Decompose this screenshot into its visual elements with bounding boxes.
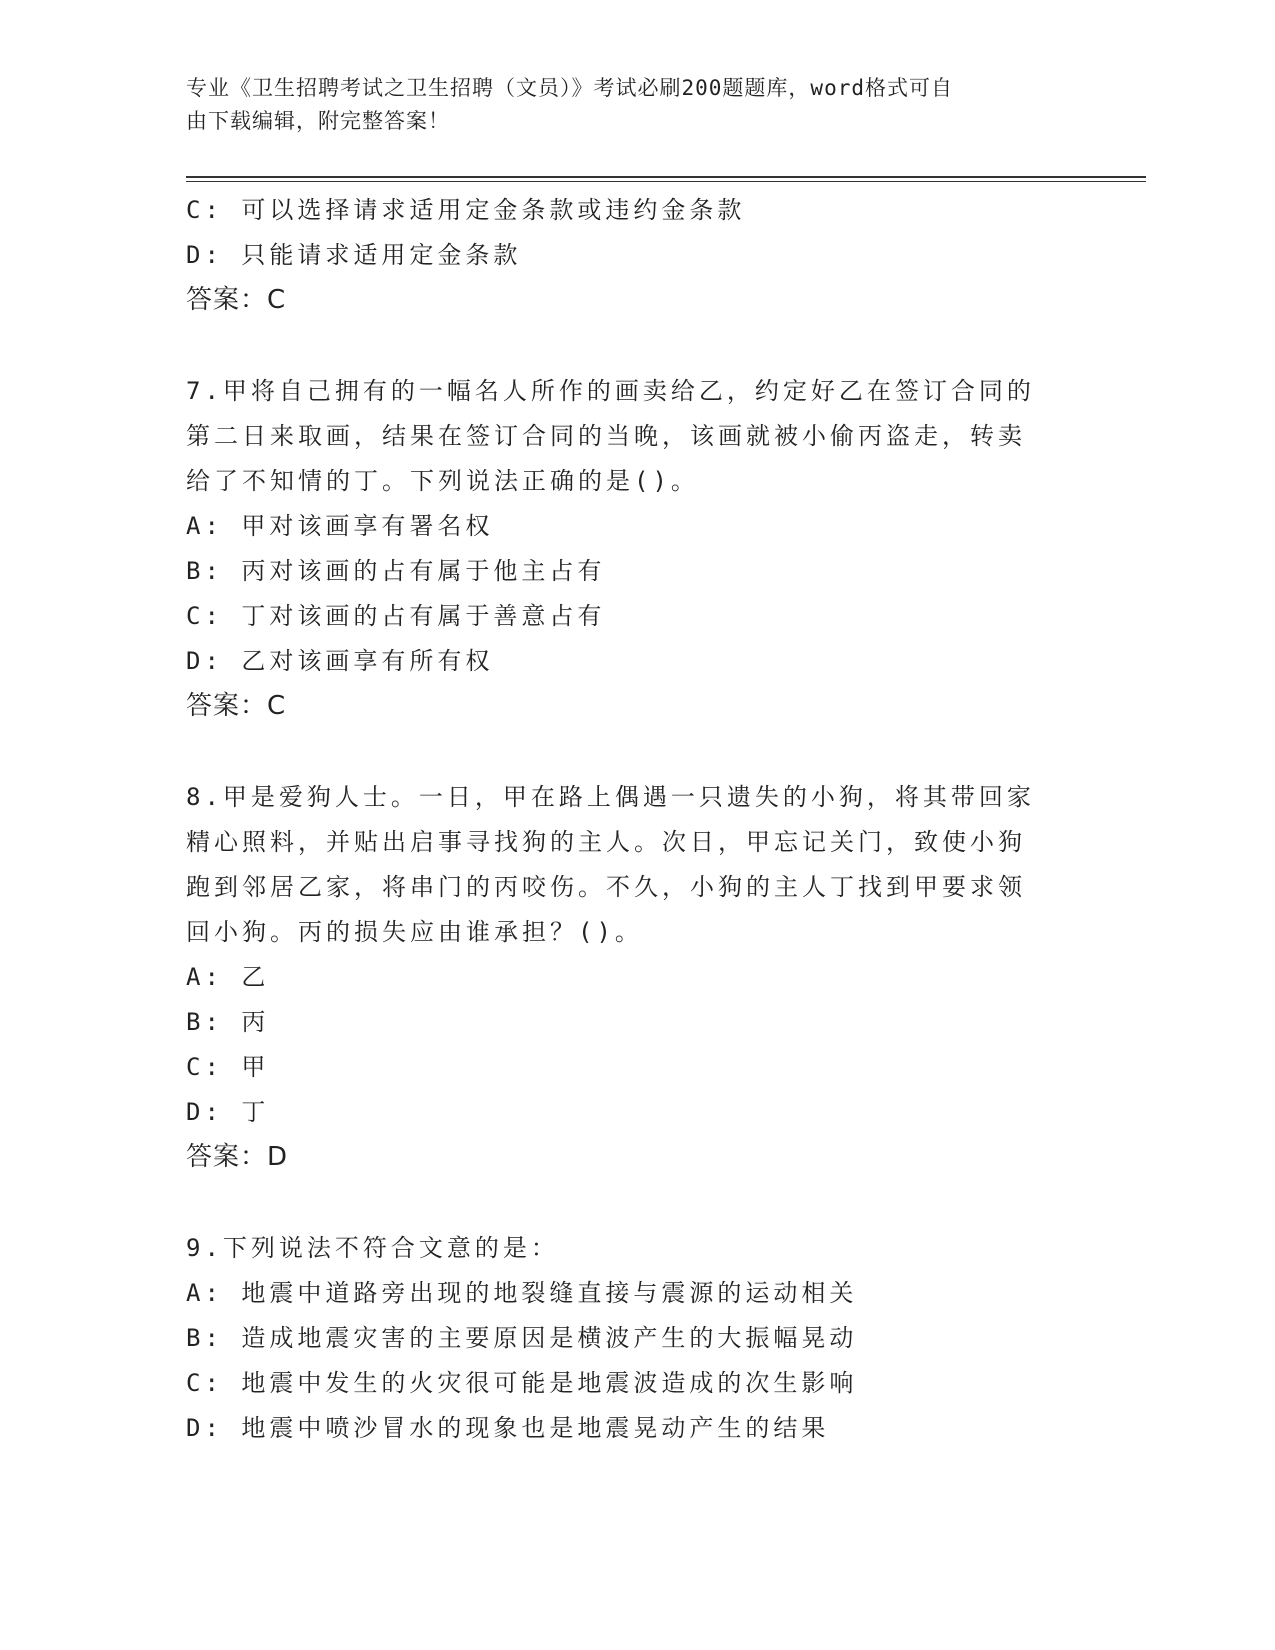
header-divider-thin bbox=[186, 181, 1146, 182]
answer-line: 答案：C bbox=[186, 285, 287, 315]
question-stem: 7.甲将自己拥有的一幅名人所作的画卖给乙，约定好乙在签订合同的 bbox=[186, 377, 1035, 405]
question-stem: 9.下列说法不符合文意的是： bbox=[186, 1234, 559, 1262]
option-d: D: 只能请求适用定金条款 bbox=[186, 241, 522, 269]
document-header bbox=[186, 72, 1066, 138]
question-stem: 跑到邻居乙家，将串门的丙咬伤。不久，小狗的主人丁找到甲要求领 bbox=[186, 873, 1026, 901]
question-9 bbox=[186, 1226, 1086, 1451]
option-b: B: 丙 bbox=[186, 1008, 270, 1036]
option-c: C: 甲 bbox=[186, 1053, 270, 1081]
spacer bbox=[186, 323, 1086, 369]
question-stem: 第二日来取画，结果在签订合同的当晚，该画就被小偷丙盗走，转卖 bbox=[186, 422, 1026, 450]
option-b: B: 造成地震灾害的主要原因是横波产生的大振幅晃动 bbox=[186, 1324, 858, 1352]
header-divider-thick bbox=[186, 176, 1146, 178]
header-line-1: 专业《卫生招聘考试之卫生招聘（文员）》考试必刷200题题库，word格式可自 bbox=[186, 76, 953, 100]
document-page bbox=[186, 0, 1146, 1650]
question-8 bbox=[186, 775, 1086, 1180]
spacer bbox=[186, 1180, 1086, 1226]
question-stem: 精心照料，并贴出启事寻找狗的主人。次日，甲忘记关门，致使小狗 bbox=[186, 828, 1026, 856]
option-c: C: 可以选择请求适用定金条款或违约金条款 bbox=[186, 196, 746, 224]
header-line-2: 由下载编辑，附完整答案！ bbox=[186, 109, 450, 133]
spacer bbox=[186, 729, 1086, 775]
option-a: A: 地震中道路旁出现的地裂缝直接与震源的运动相关 bbox=[186, 1279, 858, 1307]
option-a: A: 乙 bbox=[186, 963, 270, 991]
option-a: A: 甲对该画享有署名权 bbox=[186, 512, 494, 540]
question-list bbox=[186, 188, 1086, 1451]
option-d: D: 乙对该画享有所有权 bbox=[186, 647, 494, 675]
question-7 bbox=[186, 369, 1086, 729]
answer-line: 答案：D bbox=[186, 1142, 289, 1172]
question-stem: 给了不知情的丁。下列说法正确的是()。 bbox=[186, 467, 699, 495]
option-d: D: 丁 bbox=[186, 1098, 270, 1126]
option-d: D: 地震中喷沙冒水的现象也是地震晃动产生的结果 bbox=[186, 1414, 830, 1442]
answer-line: 答案：C bbox=[186, 691, 287, 721]
option-b: B: 丙对该画的占有属于他主占有 bbox=[186, 557, 606, 585]
option-c: C: 地震中发生的火灾很可能是地震波造成的次生影响 bbox=[186, 1369, 858, 1397]
question-stem: 8.甲是爱狗人士。一日，甲在路上偶遇一只遗失的小狗，将其带回家 bbox=[186, 783, 1035, 811]
question-6-tail bbox=[186, 188, 1086, 323]
question-stem: 回小狗。丙的损失应由谁承担？()。 bbox=[186, 918, 643, 946]
option-c: C: 丁对该画的占有属于善意占有 bbox=[186, 602, 606, 630]
